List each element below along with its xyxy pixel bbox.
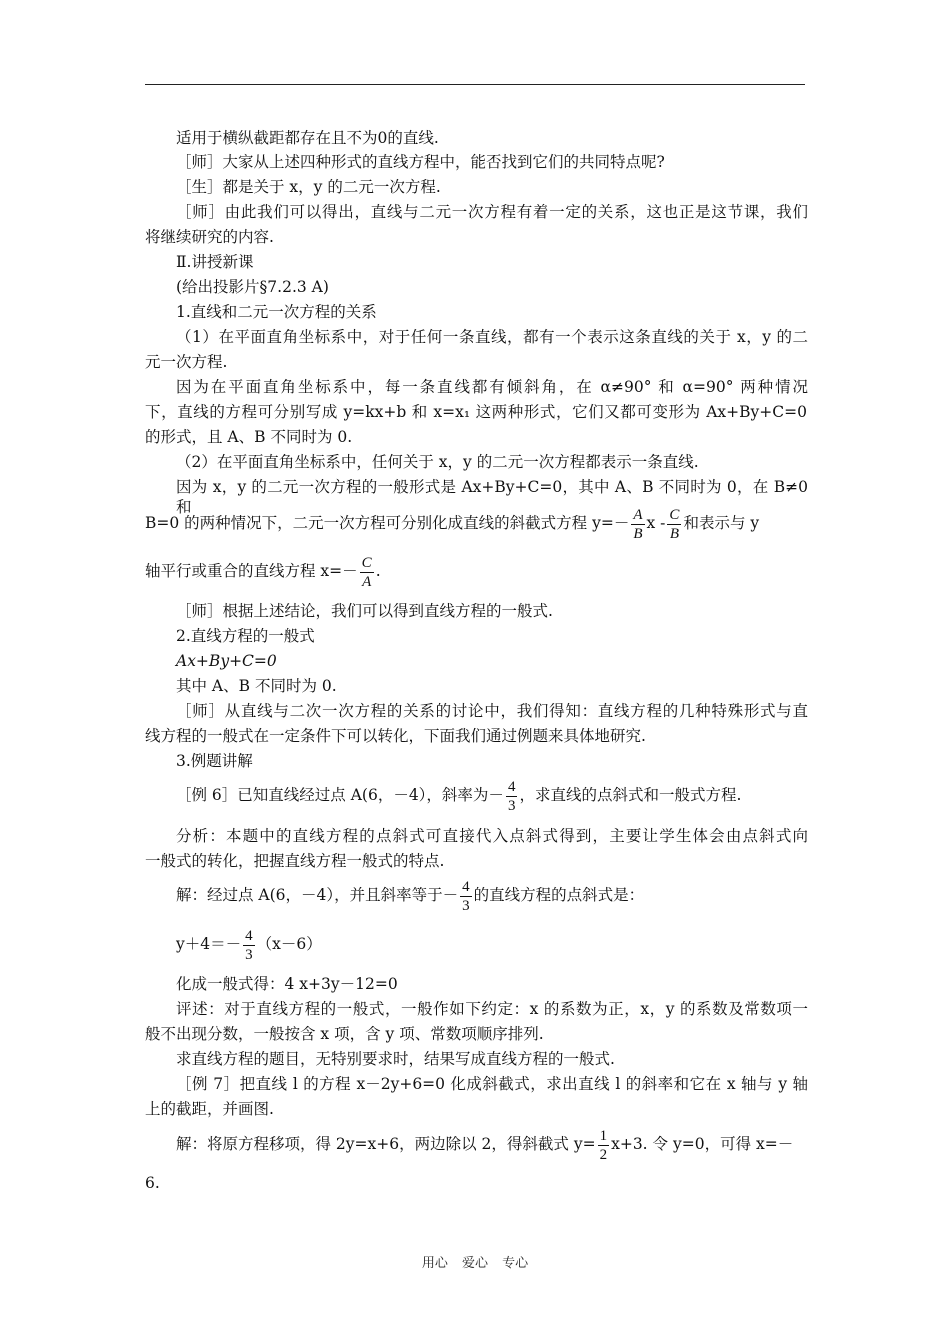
section-heading: Ⅱ.讲授新课 [176, 253, 254, 271]
fraction-denominator: A [362, 573, 372, 590]
text-line-with-fractions [145, 551, 381, 591]
text-segment: x+3. 令 y=0，可得 x=－ [611, 1135, 794, 1153]
subsection-heading: 3.例题讲解 [176, 752, 253, 770]
text-line: 上的截距，并画图. [145, 1100, 274, 1118]
text-segment: ，求直线的点斜式和一般式方程. [519, 786, 742, 804]
text-line: 元一次方程. [145, 353, 228, 371]
text-line: ［师］根据上述结论，我们可以得到直线方程的一般式. [176, 602, 553, 620]
text-line: 下，直线的方程可分别写成 y=kx+b 和 x=x₁ 这两种形式，它们又都可变形为 Ax+By+C=0 [145, 403, 807, 421]
fraction-denominator: 3 [462, 897, 470, 914]
text-line: 因为 x，y 的二元一次方程的一般形式是 Ax+By+C=0，其中 A、B 不同时为 0，在 B≠0 和 [176, 478, 808, 516]
fraction-numerator: A [633, 506, 643, 523]
text-line: 将继续研究的内容. [145, 228, 274, 246]
header-rule [145, 84, 805, 85]
text-line: 分析：本题中的直线方程的点斜式可直接代入点斜式得到，主要让学生体会由点斜式向 [176, 827, 808, 845]
fraction [360, 554, 374, 591]
fraction-numerator: 1 [599, 1127, 608, 1144]
text-segment: y＋4＝－ [176, 935, 242, 953]
formula-line: Ax+By+C=0 [176, 652, 277, 670]
text-segment: 解：将原方程移项，得 2y=x+6，两边除以 2，得斜截式 y= [176, 1135, 596, 1153]
text-segment: B=0 的两种情况下，二元一次方程可分别化成直线的斜截式方程 y=－ [145, 514, 630, 532]
fraction-denominator: B [669, 525, 680, 542]
text-line: 的形式，且 A、B 不同时为 0. [145, 428, 353, 446]
text-segment: x - [646, 514, 666, 532]
text-line: 6. [145, 1174, 160, 1192]
text-line-with-fractions [176, 775, 741, 815]
text-line: （2）在平面直角坐标系中，任何关于 x，y 的二元一次方程都表示一条直线. [176, 453, 699, 471]
text-line: 线方程的一般式在一定条件下可以转化，下面我们通过例题来具体地研究. [145, 727, 646, 745]
fraction-denominator: 3 [507, 797, 516, 814]
fraction [506, 778, 518, 815]
text-segment: 轴平行或重合的直线方程 x=－ [145, 562, 358, 580]
text-line-with-fractions [176, 875, 644, 915]
fraction-numerator: C [669, 506, 680, 523]
page-footer: 用心 爱心 专心 [421, 1256, 529, 1271]
text-line: ［师］从直线与二次一次方程的关系的讨论中，我们得知：直线方程的几种特殊形式与直 [176, 702, 808, 720]
fraction-numerator: 4 [245, 927, 253, 944]
text-line: （1）在平面直角坐标系中，对于任何一条直线，都有一个表示这条直线的关于 x，y 的二 [176, 328, 808, 346]
text-line: 评述：对于直线方程的一般式，一般作如下约定：x 的系数为正，x，y 的系数及常数项一 [176, 1000, 808, 1018]
text-line: 般不出现分数，一般按含 x 项，含 y 项、常数项顺序排列. [145, 1025, 544, 1043]
text-line: ［例 7］把直线 l 的方程 x－2y+6=0 化成斜截式，求出直线 l 的斜率和它在 x 轴与 y 轴 [176, 1075, 808, 1093]
text-segment: 和表示与 y [683, 514, 760, 532]
fraction-denominator: 3 [245, 946, 253, 963]
text-segment: . [375, 562, 381, 580]
text-segment: 解：经过点 A(6，－4），并且斜率等于－ [176, 886, 459, 904]
text-line: ［生］都是关于 x，y 的二元一次方程. [176, 178, 441, 196]
text-line-with-fractions [145, 503, 759, 543]
text-line-with-fractions [176, 924, 322, 964]
text-line: 化成一般式得：4 x+3y－12=0 [176, 975, 398, 993]
text-line: ［师］由此我们可以得出，直线与二元一次方程有着一定的关系，这也正是这节课，我们 [176, 203, 808, 221]
text-line: (给出投影片§7.2.3 A) [176, 278, 329, 296]
text-line: 其中 A、B 不同时为 0. [176, 677, 337, 695]
text-segment: ［例 6］已知直线经过点 A(6，－4），斜率为－ [176, 786, 504, 804]
subsection-heading: 2.直线方程的一般式 [176, 627, 315, 645]
fraction [460, 878, 472, 915]
fraction [631, 506, 644, 543]
fraction-numerator: 4 [507, 778, 516, 795]
fraction-numerator: C [361, 554, 372, 571]
fraction-numerator: 4 [462, 878, 470, 895]
fraction [598, 1127, 610, 1164]
subsection-heading: 1.直线和二元一次方程的关系 [176, 303, 377, 321]
text-line: 一般式的转化，把握直线方程一般式的特点. [145, 852, 445, 870]
fraction [243, 927, 255, 964]
text-line-with-fractions [176, 1124, 808, 1164]
fraction-denominator: B [633, 525, 643, 542]
text-line: ［师］大家从上述四种形式的直线方程中，能否找到它们的共同特点呢? [176, 153, 665, 171]
text-segment: 的直线方程的点斜式是： [473, 886, 645, 904]
text-line: 适用于横纵截距都存在且不为0的直线. [176, 129, 439, 147]
fraction [667, 506, 681, 543]
fraction-denominator: 2 [599, 1146, 608, 1163]
text-line: 求直线方程的题目，无特别要求时，结果写成直线方程的一般式. [176, 1050, 615, 1068]
text-segment: （x－6） [256, 935, 322, 953]
text-line: 因为在平面直角坐标系中，每一条直线都有倾斜角，在 α≠90° 和 α=90° 两种情况 [176, 378, 808, 396]
